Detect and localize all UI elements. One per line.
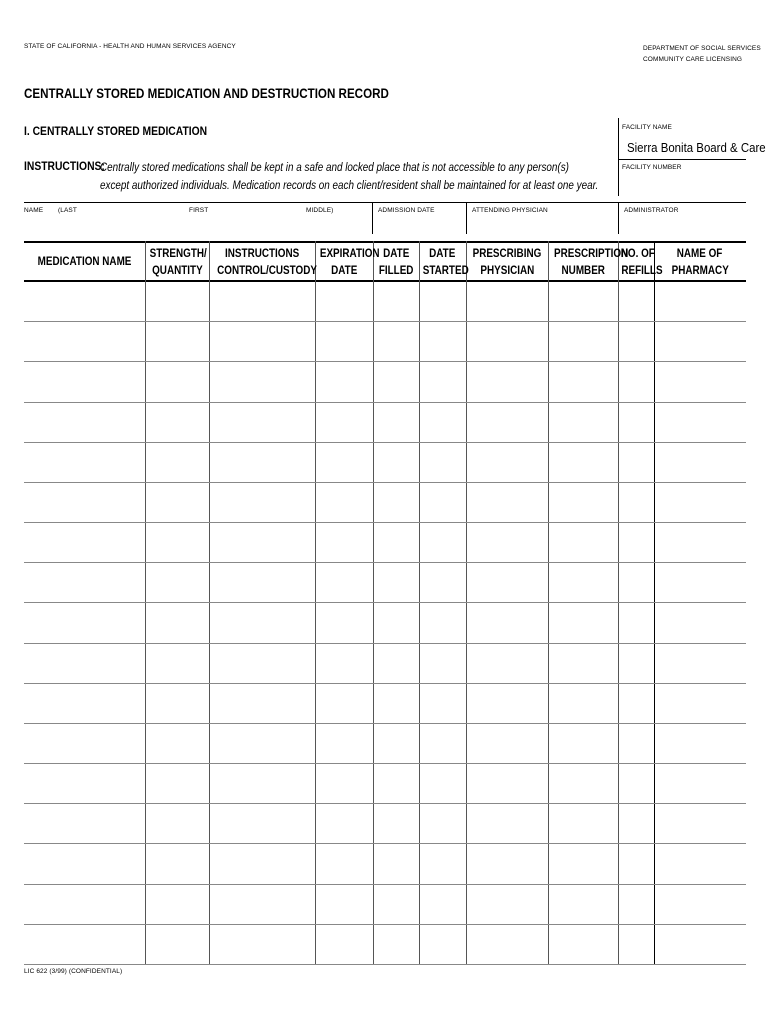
table-row[interactable] bbox=[24, 522, 746, 523]
facility-name-label: FACILITY NAME bbox=[622, 124, 672, 131]
department-line2: COMMUNITY CARE LICENSING bbox=[643, 56, 743, 63]
admission-date-field[interactable] bbox=[374, 216, 464, 232]
table-row[interactable] bbox=[24, 763, 746, 764]
table-top-border bbox=[24, 241, 746, 243]
facility-number-label: FACILITY NUMBER bbox=[622, 164, 682, 171]
table-row[interactable] bbox=[24, 361, 746, 362]
col-prescribing-physician: PRESCRIBING PHYSICIAN bbox=[472, 248, 542, 277]
facility-name-field[interactable]: Sierra Bonita Board & Care bbox=[627, 140, 766, 155]
col-no-of-refills: NO. OF REFILLS bbox=[620, 248, 663, 277]
admission-date-label: ADMISSION DATE bbox=[378, 207, 435, 214]
form-title: CENTRALLY STORED MEDICATION AND DESTRUCTION RECORD bbox=[24, 86, 389, 101]
instructions-label: INSTRUCTIONS: bbox=[24, 159, 105, 173]
section-title: I. CENTRALLY STORED MEDICATION bbox=[24, 124, 208, 138]
name-label: NAME bbox=[24, 207, 44, 214]
middle-label: MIDDLE) bbox=[306, 207, 334, 214]
col-prescription-number: PRESCRIPTION NUMBER bbox=[554, 248, 629, 277]
col-date-started: DATE STARTED bbox=[422, 248, 469, 277]
table-row[interactable] bbox=[24, 562, 746, 563]
table-header-border bbox=[24, 280, 746, 282]
col-instructions: INSTRUCTIONS CONTROL/CUSTODY bbox=[217, 248, 317, 277]
col-date-filled: DATE FILLED bbox=[378, 248, 414, 277]
col-medication-name: MEDICATION NAME bbox=[37, 256, 132, 268]
col-name-of-pharmacy: NAME OF PHARMACY bbox=[671, 248, 729, 277]
attending-physician-label: ATTENDING PHYSICIAN bbox=[472, 207, 548, 214]
resident-divider-3 bbox=[618, 202, 619, 234]
table-row[interactable] bbox=[24, 723, 746, 724]
table-row[interactable] bbox=[24, 482, 746, 483]
form-footer: LIC 622 (3/99) (CONFIDENTIAL) bbox=[24, 968, 123, 975]
administrator-field[interactable] bbox=[620, 216, 744, 232]
department-block bbox=[643, 43, 761, 65]
resident-name-field[interactable] bbox=[24, 216, 370, 232]
table-row[interactable] bbox=[24, 402, 746, 403]
attending-physician-field[interactable] bbox=[468, 216, 616, 232]
instructions-text bbox=[100, 159, 598, 195]
table-row[interactable] bbox=[24, 884, 746, 885]
table-row[interactable] bbox=[24, 843, 746, 844]
agency-name: STATE OF CALIFORNIA - HEALTH AND HUMAN SERVICES AGENCY bbox=[24, 43, 236, 50]
instructions-line2: except authorized individuals. Medication records on each client/resident shall be maintained for at least one year. bbox=[100, 180, 599, 192]
table-row[interactable] bbox=[24, 643, 746, 644]
first-label: FIRST bbox=[189, 207, 209, 214]
resident-row-top bbox=[24, 202, 746, 203]
last-label: (LAST bbox=[58, 207, 77, 214]
table-row[interactable] bbox=[24, 602, 746, 603]
table-row[interactable] bbox=[24, 321, 746, 322]
instructions-line1: Centrally stored medications shall be kept in a safe and locked place that is not accessible to any person(s) bbox=[100, 162, 569, 174]
administrator-label: ADMINISTRATOR bbox=[624, 207, 679, 214]
col-expiration-date: EXPIRATION DATE bbox=[319, 248, 380, 277]
table-row[interactable] bbox=[24, 803, 746, 804]
table-row[interactable] bbox=[24, 683, 746, 684]
col-strength-quantity: STRENGTH/ QUANTITY bbox=[149, 248, 207, 277]
table-row[interactable] bbox=[24, 924, 746, 925]
table-row[interactable] bbox=[24, 964, 746, 965]
table-row[interactable] bbox=[24, 442, 746, 443]
department-line1: DEPARTMENT OF SOCIAL SERVICES bbox=[643, 45, 761, 52]
facility-box-separator bbox=[618, 159, 746, 160]
facility-box-divider bbox=[618, 118, 619, 196]
resident-divider-1 bbox=[372, 202, 373, 234]
facility-number-field[interactable] bbox=[622, 175, 744, 193]
resident-divider-2 bbox=[466, 202, 467, 234]
